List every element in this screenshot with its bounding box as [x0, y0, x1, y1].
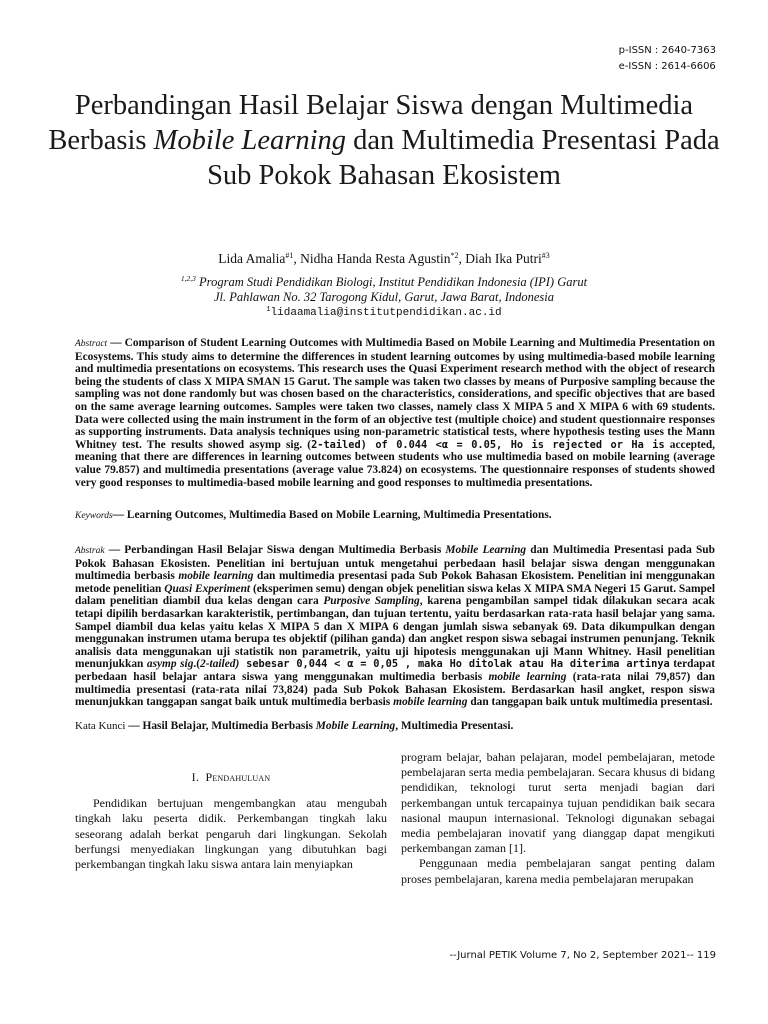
email-sup: 1 — [266, 306, 271, 314]
author-2-sup: *2 — [450, 251, 459, 260]
right-paragraph-2: Penggunaan media pembelajaran sangat penting dalam proses pembelajaran, karena media pembelajaran merupakan — [401, 856, 715, 886]
kata-kunci-text-2: , Multimedia Presentasi. — [395, 720, 514, 732]
keywords-dash: — — [112, 509, 127, 521]
author-2: , Nidha Handa Resta Agustin — [293, 251, 451, 266]
left-column — [75, 770, 387, 872]
abstract-en-result: 2-tailed) of 0.044 <α = 0.05, Ho is rejected or Ha is — [311, 438, 665, 451]
abstrak-italic-5: asymp sig — [146, 658, 194, 671]
abstrak-text-8: (rata-rata nilai 79,857) dan multimedia presentasi (rata-rata nilai 73,824) pada Sub Pokok Bahasan Ekosistem. Berdasarkan hasil angket, respon siswa menunjukkan tanggapan sangat baik untuk multimedia berbasis — [75, 670, 716, 709]
author-email — [60, 303, 708, 320]
affiliation — [60, 271, 708, 305]
abstract-dash: — — [107, 337, 125, 349]
title-italic: Mobile Learning — [153, 125, 347, 156]
abstrak-text-2: dan Multimedia Presentasi pada Sub Pokok Bahasan Ekosisten. Penelitian ini bertujuan untuk mengetahui perbedaan hasil belajar siswa dengan menggunakan multimedia berbasis — [75, 544, 715, 583]
title-part2: dan Multimedia Presentasi Pada Sub Pokok Bahasan Ekosistem — [207, 125, 720, 191]
kata-kunci-dash: — — [125, 720, 143, 732]
abstract-label: Abstract — [75, 339, 108, 349]
journal-footer: --Jurnal PETIK Volume 7, No 2, September 2021-- 119 — [449, 950, 716, 961]
abstrak-text-1: Perbandingan Hasil Belajar Siswa dengan Multimedia Berbasis — [124, 544, 446, 556]
abstrak-italic-7: mobile learning — [488, 670, 567, 683]
affiliation-line-2: Jl. Pahlawan No. 32 Tarogong Kidul, Garut, Jawa Barat, Indonesia — [213, 290, 555, 304]
keywords-label: Keywords — [75, 511, 113, 521]
abstrak-italic-4: Purposive Sampling — [323, 595, 420, 608]
abstrak-text-9: dan tanggapan baik untuk multimedia presentasi. — [467, 696, 713, 709]
email-text: lidaamalia@institutpendidikan.ac.id — [270, 307, 502, 319]
abstract-en-text-1: Comparison of Student Learning Outcomes with Multimedia Based on Mobile Learning and Multimedia Presentation on Ecosystems. This study aims to determine the differences in student learning outcomes by using multimedia-based mobile learning and multimedia presentations on ecosystems. This research uses the Quasi Experiment research method with the object of research being the students of class X MIPA SMAN 15 Garut. The sample was taken two classes by means of Purposive sampling because the sampling was not done randomly but was chosen based on the characteristics, considerations, and specific objectives that are based on the same average learning outcomes. Samples were taken two classes, namely class X MIPA 5 and X MIPA 6 with 69 students. Data were collected using the main instrument in the form of an objective test (multiple choice) and student questionnaire responses as supporting instruments. Data analysis techniques using non-parametric statistical tests, where hypothesis testing uses the Mann Whitney test. The results showed asymp sig. ( — [75, 337, 715, 451]
paper-title — [40, 88, 728, 193]
abstrak-text-6: .( — [193, 658, 201, 671]
intro-paragraph-1: Pendidikan bertujuan mengembangkan atau mengubah tingkah laku peserta didik. Perkembangan tingkah laku seseorang adalah berkat pengaruh dari lingkungan. Sekolah berfungsi menyediakan lingkungan yang dibutuhkan bagi perkembangan tingkah laku siswa antara lain menyiapkan — [75, 796, 387, 872]
abstrak-text-4: (eksperimen semu) dengan objek penelitian siswa kelas X MIPA SMA Negeri 15 Garut. Sampel dalam penelitian diambil dua kelas dengan cara — [75, 582, 716, 608]
affiliation-line-1 — [60, 271, 708, 290]
e-issn: e-ISSN : 2614-6606 — [618, 61, 716, 72]
keywords-indonesian — [75, 720, 715, 733]
abstract-en-text-2: accepted, meaning that there are differences in learning outcomes between students who use multimedia based on mobile learning (average value 79.857) and multimedia presentations (average value 73.824) on ecosystems. The questionnaire responses of students showed very good responses to multimedia-based mobile learning and good responses to multimedia presentations. — [75, 438, 716, 489]
abstract-indonesian — [75, 544, 715, 709]
kata-kunci-italic: Mobile Learning — [315, 720, 396, 732]
p-issn: p-ISSN : 2640-7363 — [618, 45, 716, 56]
abstrak-text-3: dan multimedia presentasi pada Sub Pokok Bahasan Ekosistem. Penelitian ini menggunakan metode penelitian — [75, 570, 716, 595]
abstrak-italic-8: mobile learning — [393, 696, 468, 709]
section-heading-introduction — [75, 770, 387, 785]
kata-kunci-label: Kata Kunci — [75, 720, 126, 732]
abstrak-text-7: terdapat perbedaan hasil belajar antara siswa yang menggunakan multimedia berbasis — [75, 658, 715, 683]
author-list — [60, 247, 708, 268]
abstrak-result: sebesar 0,044 < α = 0,05 , maka Ho ditolak atau Ha diterima artinya — [239, 658, 670, 671]
abstrak-italic-1: Mobile Learning — [445, 544, 527, 556]
right-paragraph-1: program belajar, bahan pelajaran, model pembelajaran, metode pembelajaran serta media pembelajaran. Secara khusus di bidang pendidikan, teknologi turut serta menjadi bagian dari perkembangan untuk tercapainya tujuan pendidikan baik secara nasional maupun internasional. Teknologi digunakan sebagai media pembelajaran inovatif yang dianggap dapat mengikuti perkembangan zaman [1]. — [401, 750, 715, 856]
keywords-english — [75, 509, 715, 523]
abstrak-italic-6: 2-tailed) — [200, 658, 240, 671]
section-title: Pendahuluan — [205, 770, 271, 784]
abstract-english — [75, 337, 715, 489]
abstrak-italic-3: Quasi Experiment — [164, 582, 251, 595]
right-column — [401, 750, 715, 887]
section-number: I. — [191, 770, 206, 784]
affiliation-line-1-text: Program Studi Pendidikan Biologi, Institut Pendidikan Indonesia (IPI) Garut — [195, 275, 588, 289]
kata-kunci-text-1: Hasil Belajar, Multimedia Berbasis — [142, 720, 316, 732]
abstrak-italic-2: mobile learning — [178, 570, 254, 583]
author-3: , Diah Ika Putri — [458, 251, 542, 266]
affiliation-sup: 1,2,3 — [180, 274, 196, 283]
title-part1: Perbandingan Hasil Belajar Siswa dengan Multimedia Berbasis — [48, 90, 694, 156]
abstrak-dash: — — [104, 544, 125, 556]
author-3-sup: #3 — [541, 251, 550, 260]
issn-block — [619, 43, 716, 75]
abstrak-text-5: , karena pengambilan sampel tidak dilakukan secara acak tetapi dipilih berdasarkan karakteristik, pertimbangan, dan tujuan tertentu, yaitu berdasarkan rata-rata hasil belajar yang sama. Sampel diambil dua kelas yaitu kelas X MIPA 5 dan X MIPA 6 dengan jumlah siswa sebanyak 69. Data dikumpulkan dengan menggunakan instrumen utama berupa tes objektif (pilihan ganda) dan angket respon siswa sebagai instrumen penunjang. Teknik analisis data menggunakan uji statistik non parametrik, yaitu uji hipotesis menggunakan uji Mann Whitney. Hasil penelitian menunjukkan — [75, 595, 715, 671]
abstrak-label: Abstrak — [75, 546, 105, 556]
author-1: Lida Amalia — [218, 251, 286, 266]
keywords-en-text: Learning Outcomes, Multimedia Based on Mobile Learning, Multimedia Presentations. — [126, 509, 552, 521]
author-1-sup: #1 — [285, 251, 294, 260]
